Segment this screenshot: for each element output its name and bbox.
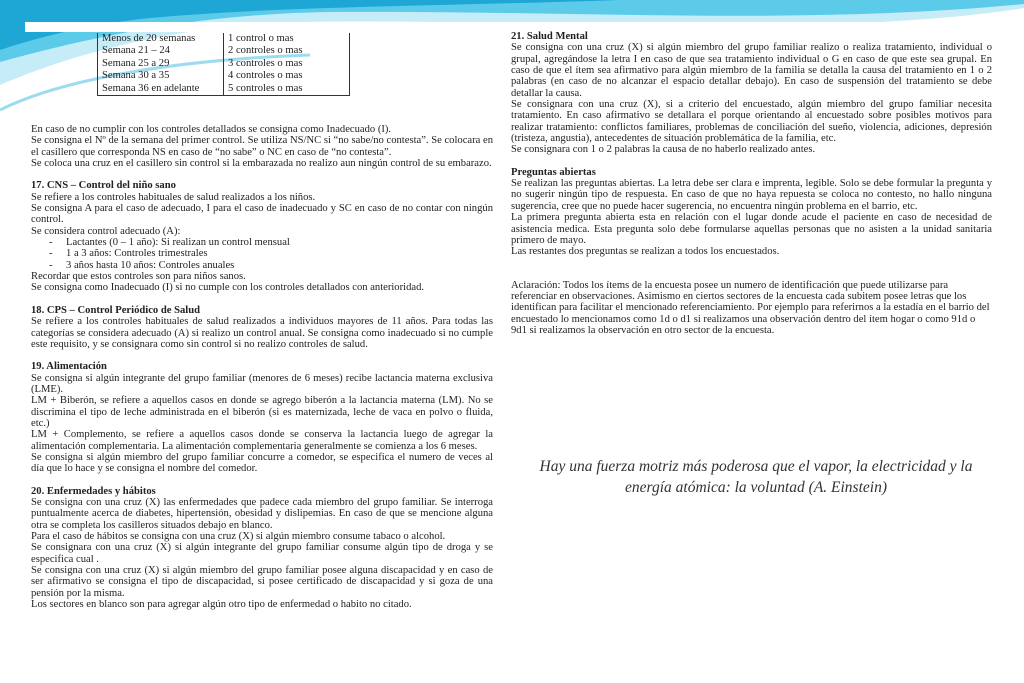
paragraph: Se consigna si algún miembro del grupo familiar concurre a comedor, se especifica el numero de veces al día que lo hace y se consigna el nombre del comedor. xyxy=(31,451,493,475)
section-heading-alimentacion: 19. Alimentación xyxy=(31,361,107,373)
controls-cell: 4 controles o mas xyxy=(224,70,350,82)
table-row xyxy=(98,33,350,45)
section-heading-salud-mental: 21. Salud Mental xyxy=(511,31,588,42)
left-column xyxy=(31,124,493,610)
section-heading-cns: 17. CNS – Control del niño sano xyxy=(31,180,176,192)
weeks-cell: Menos de 20 semanas xyxy=(98,33,224,45)
intro-paragraph: Se coloca una cruz en el casillero sin control si la embarazada no realizo aun ningún control de su embarazo. xyxy=(31,158,492,170)
paragraph: Los sectores en blanco son para agregar algún otro tipo de enfermedad o habito no citado. xyxy=(31,599,412,611)
paragraph: LM + Complemento, se refiere a aquellos casos donde se conserva la lactancia luego de agregar la alimentación complementaria. La alimentación complementaria generalmente se comienza a los 6 meses. xyxy=(31,429,493,452)
weeks-cell: Semana 21 – 24 xyxy=(98,45,224,57)
paragraph: Se consigna con una cruz (X) si algún miembro del grupo familiar posee alguna discapacidad y en caso de ser afirmativo se consigna el tipo de discapacidad, si posee certificado de discapacidad y si goza de una pensión por la misma. xyxy=(31,565,493,599)
list-item: - 1 a 3 años: Controles trimestrales xyxy=(49,248,493,259)
paragraph: La primera pregunta abierta esta en relación con el lugar donde acude el paciente en caso de necesidad de asistencia medica. Esta pregunta solo debe formularse aquellas personas que no asisten a la unidad sanitaria primero de mayo. xyxy=(511,212,992,246)
quote-line: energía atómica: la voluntad (A. Einstein) xyxy=(624,479,887,496)
paragraph: Las restantes dos preguntas se realizan a todos los encuestados. xyxy=(511,246,780,258)
controls-cell: 5 controles o mas xyxy=(224,83,350,96)
paragraph: Se refiere a los controles habituales de salud realizados a individuos mayores de 11 años. Para todas las categorías se considera adecuado (A) si realizo un control anual. Se consigna como inadecuado si no cumple este requisito, y se consignara como sin control si no realizo controles de salud. xyxy=(31,316,493,350)
controls-cell: 1 control o mas xyxy=(224,33,350,45)
paragraph: Se consigna A para el caso de adecuado, I para el caso de inadecuado y SC en caso de no contar con ningún control. xyxy=(31,203,493,226)
paragraph: Se consigna con una cruz (X) las enfermedades que padece cada miembro del grupo familiar. Se interroga puntualmente acerca de diabetes, hipertensión, obesidad y dislipemias. En caso de que se mencione alguna otra se completa los casilleros situados debajo en blanco. xyxy=(31,496,493,531)
paragraph: Se consigna como Inadecuado (I) si no cumple con los controles detallados con anterioridad. xyxy=(31,282,425,294)
prenatal-controls-table xyxy=(97,33,350,96)
controls-cell: 3 controles o mas xyxy=(224,58,350,70)
paragraph: Para el caso de hábitos se consigna con una cruz (X) si algún miembro consume tabaco o alcohol. xyxy=(31,531,446,542)
paragraph: Se refiere a los controles habituales de salud realizados a los niños. xyxy=(31,191,316,203)
paragraph: Se consignara con 1 o 2 palabras la causa de no haberlo realizado antes. xyxy=(511,144,816,156)
intro-paragraph: Se consigna el Nº de la semana del primer control. Se utiliza NS/NC si “no sabe/no contesta”. Se colocara en el casillero que corresponda NS en caso de “no sabe” o NC en caso de “no contesta”. xyxy=(31,135,493,158)
paragraph: Recordar que estos controles son para niños sanos. xyxy=(31,271,246,283)
right-column xyxy=(511,31,992,336)
table-row xyxy=(98,45,350,57)
paragraph: Se consigna si algún integrante del grupo familiar (menores de 6 meses) recibe lactancia materna exclusiva (LME). xyxy=(31,372,493,395)
weeks-cell: Semana 30 a 35 xyxy=(98,70,224,82)
paragraph: Se considera control adecuado (A): xyxy=(31,225,181,237)
paragraph: Se consigna con una cruz (X) si algún miembro del grupo familiar realizo o realiza tratamiento, individual o grupal, agregándose la letra I en caso de que sea tratamiento individual o G en caso de que este sea grupal. En caso de que el ítem sea afirmativo para algún miembro de la familia se detalla la causa del tratamiento en 1 o 2 palabras (en caso de no alcanzar el espacio detallar debajo). En caso de suspensión del tratamiento se debe detallar la causa. xyxy=(511,42,992,99)
weeks-cell: Semana 25 a 29 xyxy=(98,58,224,70)
quote-line: Hay una fuerza motriz más poderosa que el vapor, la electricidad y la xyxy=(539,458,973,475)
controls-cell: 2 controles o mas xyxy=(224,45,350,57)
paragraph: LM + Biberón, se refiere a aquellos casos en donde se agrego biberón a la lactancia materna (LM). No se discrimina el tipo de leche administrada en el biberón (si es maternizada, leche de vaca en polvo o fluida, etc.) xyxy=(31,395,493,429)
intro-paragraph: En caso de no cumplir con los controles detallados se consigna como Inadecuado (I). xyxy=(31,124,392,135)
table-row xyxy=(98,83,350,96)
section-heading-preguntas-abiertas: Preguntas abiertas xyxy=(511,166,596,178)
einstein-quote xyxy=(516,456,996,498)
adequate-control-list xyxy=(49,237,493,271)
section-heading-cps: 18. CPS – Control Periódico de Salud xyxy=(31,304,201,316)
list-item: - Lactantes (0 – 1 año): Si realizan un control mensual xyxy=(49,237,493,248)
table-row xyxy=(98,70,350,82)
paragraph: Se realizan las preguntas abiertas. La letra debe ser clara e imprenta, legible. Solo se debe formular la pregunta y no sugerir ningún tipo de respuesta. En caso de que no haya repuesta se coloca no contesto, no hallo ninguna sugerencia, cree que no puede hacer sugerencia, no encuentra ningún problema en el barrio, etc. xyxy=(511,178,992,212)
list-item: - 3 años hasta 10 años: Controles anuales xyxy=(49,260,493,271)
section-heading-enfermedades: 20. Enfermedades y hábitos xyxy=(31,485,156,497)
paragraph: Se consignara con una cruz (X), si a criterio del encuestado, algún miembro del grupo familiar necesita tratamiento. En caso afirmativo se detallara el porque orientando al encuestado sobre posibles motivos para realizar tratamiento: conflictos familiares, problemas de conciliación del sueño, violencia, adiciones, depresión (tristeza, angustia), antecedentes de situación problemática de la familia, etc. xyxy=(511,99,992,145)
table-row xyxy=(98,58,350,70)
paragraph: Se consignara con una cruz (X) si algún integrante del grupo familiar consume algún tipo de droga y se especifica cual . xyxy=(31,542,493,565)
clarification-paragraph: Aclaración: Todos los ítems de la encuesta posee un numero de identificación que puede utilizarse para referenciar en observaciones. Asimismo en ciertos sectores de la encuesta cada subitem posee letras que los identifican para facilitar el mencionado referenciamiento. Por ejemplo para referirnos a la estadía en el barrio del encuestado lo mencionamos como 1d o d1 si realizamos una observación dentro del ítem hogar o como 91d o 9d1 si realizamos la observación en otro sector de la encuesta. xyxy=(511,279,990,336)
weeks-cell: Semana 36 en adelante xyxy=(98,83,224,96)
